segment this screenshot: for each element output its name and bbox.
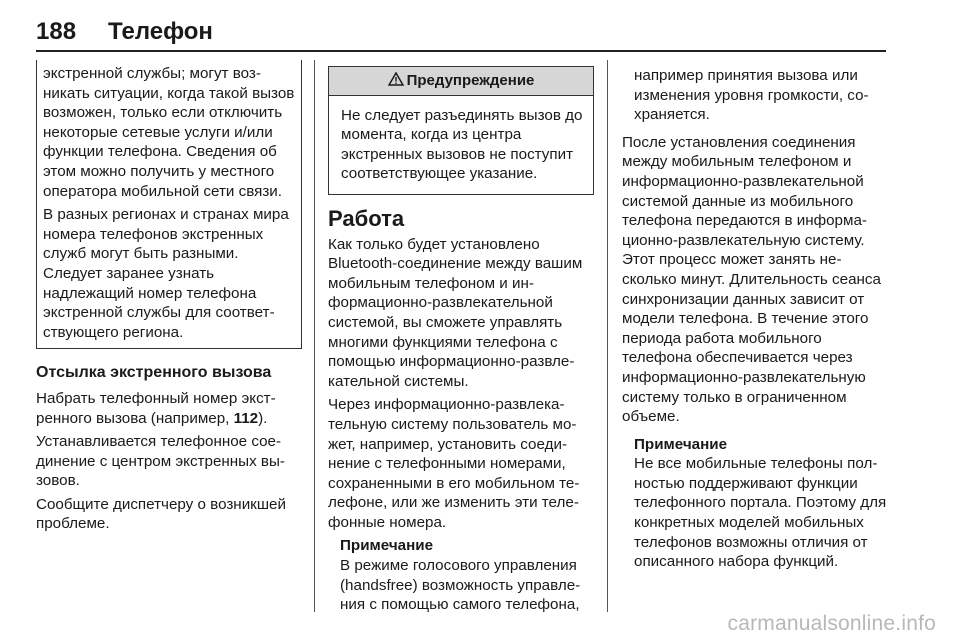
paragraph-operation-1: Как только будет установлено Bluetooth-соединение между вашим мобильным телефоном и информационно-развлекательной системой, вы сможете управлять многими функциями телефона с помощью информационно-развлекательной системы. bbox=[328, 235, 583, 390]
header-rule bbox=[36, 50, 886, 52]
paragraph-connection: Устанавливается телефонное соединение с центром экстренных вызовов. bbox=[36, 433, 285, 490]
watermark: carmanualsonline.info bbox=[727, 612, 936, 635]
column-divider-1 bbox=[314, 60, 315, 612]
note-title: Примечание bbox=[340, 537, 434, 555]
note-text: Не все мобильные телефоны полностью поддерживают функции телефонного портала. Поэтому для конкретных моделей мобильных телефонов возможны отличия от описанного набора функций. bbox=[634, 455, 887, 571]
warning-continuation-box bbox=[36, 60, 302, 349]
paragraph-sync: После установления соединения между мобильным телефоном и информационно-развлекательной системой данные из мобильного телефона передаются в информационно-развлекательную систему. Этот процесс может занять несколько минут. Длительность сеанса синхронизации данных зависит от модели телефона. В течение этого периода работа мобильного телефона обеспечивается через информационно-развлекательную систему только в ограниченном объеме. bbox=[622, 133, 881, 426]
note-text: В режиме голосового управления (handsfree) возможность управления с помощью самого телефона, bbox=[340, 557, 581, 614]
emergency-number: 112 bbox=[233, 409, 259, 427]
chapter-title: Телефон bbox=[108, 18, 213, 45]
column-divider-2 bbox=[607, 60, 608, 612]
warning-title: Предупреждение bbox=[406, 72, 535, 89]
note-handsfree bbox=[328, 536, 594, 614]
note-continuation: например принятия вызова или изменения уровня громкости, сохраняется. bbox=[634, 67, 869, 124]
warning-box bbox=[328, 66, 594, 195]
column-right bbox=[622, 66, 888, 576]
paragraph-dial: Набрать телефонный номер экстренного вызова (например, 112). bbox=[36, 389, 276, 427]
section-title-emergency-call: Отсылка экстренного вызова bbox=[36, 364, 272, 382]
heading-operation: Работа bbox=[328, 205, 405, 231]
page-number: 188 bbox=[36, 18, 77, 45]
warning-text: Не следует разъединять вызов до момента, когда из центра экстренных вызовов не поступит соответствующее указание. bbox=[341, 106, 583, 183]
paragraph-report: Сообщите диспетчеру о возникшей проблеме. bbox=[36, 495, 286, 533]
note-title: Примечание bbox=[634, 435, 728, 453]
note-compatibility bbox=[622, 435, 888, 572]
column-left bbox=[36, 60, 302, 538]
box-paragraph-2: В разных регионах и странах мира номера телефонов экстренных служб могут быть разными. Следует заранее узнать надлежащий номер телефона экстренной службы для соответствующего региона. bbox=[43, 206, 289, 341]
warning-header bbox=[329, 67, 593, 96]
page-header bbox=[36, 18, 886, 52]
warning-triangle-icon bbox=[388, 72, 404, 88]
box-paragraph-1: экстренной службы; могут возникать ситуации, когда такой вызов возможен, только если отключить некоторые сетевые услуги и/или функции телефона. Сведения об этом можно получить у местного оператора мобильной сети связи. bbox=[43, 65, 295, 200]
column-middle bbox=[328, 66, 594, 619]
paragraph-operation-2: Через информационно-развлекательную систему пользователь может, например, установить соединение с телефонными номерами, сохраненными в его мобильном телефоне, или же изменить эти телефонные номера. bbox=[328, 396, 580, 531]
